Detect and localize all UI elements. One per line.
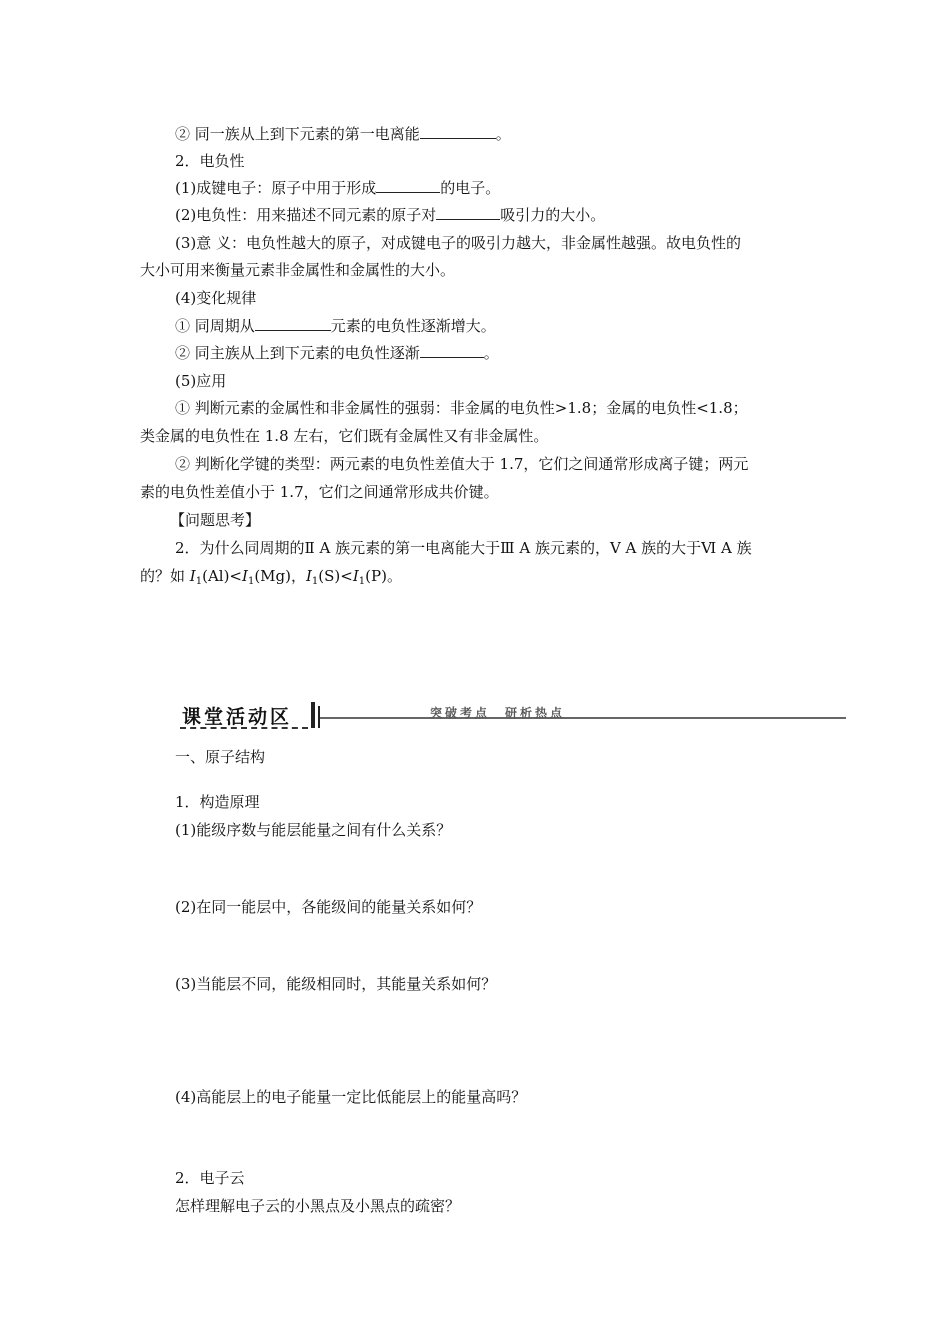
heading-atomic-structure: 一、原子结构 — [175, 748, 266, 766]
question-2: (2)在同一能层中，各能级间的能量关系如何？ — [175, 898, 482, 916]
banner-title: 课堂活动区 — [182, 706, 293, 728]
question-1: (1)能级序数与能层能量之间有什么关系？ — [175, 821, 452, 839]
line-meaning-cont: 大小可用来衡量元素非金属性和金属性的大小。 — [140, 261, 456, 279]
line-first-ionization-group: ② 同一族从上到下元素的第一电离能 。 — [175, 125, 511, 143]
line-app-1: ① 判断元素的金属性和非金属性的强弱：非金属的电负性>1.8；金属的电负性<1.8； — [175, 399, 748, 417]
heading-electronegativity: 2．电负性 — [175, 152, 245, 170]
question-3: (3)当能层不同，能级相同时，其能量关系如何？ — [175, 975, 497, 993]
question-5: 怎样理解电子云的小黑点及小黑点的疏密？ — [175, 1197, 461, 1215]
line-question-cont: 的？如 $I_1(Al)<I_1(Mg)$，$I_1(S)<I_1(P)$。 — [140, 567, 402, 587]
banner-rule — [320, 717, 846, 719]
fill-blank[interactable] — [420, 124, 496, 139]
heading-application: (5)应用 — [175, 372, 227, 390]
fill-blank[interactable] — [436, 205, 500, 220]
line-app-2: ② 判断化学键的类型：两元素的电负性差值大于 1.7，它们之间通常形成离子键；两元 — [175, 455, 749, 473]
heading-aufbau: 1．构造原理 — [175, 793, 260, 811]
banner-divider — [311, 702, 315, 728]
line-app-1-cont: 类金属的电负性在 1.8 左右，它们既有金属性又有非金属性。 — [140, 427, 549, 445]
question-4: (4)高能层上的电子能量一定比低能层上的能量高吗？ — [175, 1088, 527, 1106]
line-meaning: (3)意 义：电负性越大的原子，对成键电子的吸引力越大，非金属性越强。故电负性的 — [175, 234, 742, 252]
heading-variation: (4)变化规律 — [175, 289, 257, 307]
line-app-2-cont: 素的电负性差值小于 1.7，它们之间通常形成共价键。 — [140, 483, 499, 501]
line-same-group: ② 同主族从上到下元素的电负性逐渐 。 — [175, 344, 499, 362]
line-bonding-electron: (1)成键电子：原子中用于形成 的电子。 — [175, 179, 501, 197]
fill-blank[interactable] — [376, 178, 440, 193]
section-banner — [178, 700, 846, 734]
heading-electron-cloud: 2．电子云 — [175, 1169, 245, 1187]
fill-blank[interactable] — [255, 316, 331, 331]
banner-subtitle: 突破考点 研析热点 — [430, 706, 566, 720]
heading-question: 【问题思考】 — [170, 511, 261, 529]
line-same-period: ① 同周期从 元素的电负性逐渐增大。 — [175, 317, 496, 335]
fill-blank[interactable] — [420, 343, 484, 358]
line-question: 2．为什么同周期的Ⅱ A 族元素的第一电离能大于Ⅲ A 族元素的，Ⅴ A 族的大于Ⅵ A 族 — [175, 539, 752, 557]
line-electronegativity-def: (2)电负性：用来描述不同元素的原子对 吸引力的大小。 — [175, 206, 606, 224]
banner-dashed-underline — [180, 727, 308, 729]
